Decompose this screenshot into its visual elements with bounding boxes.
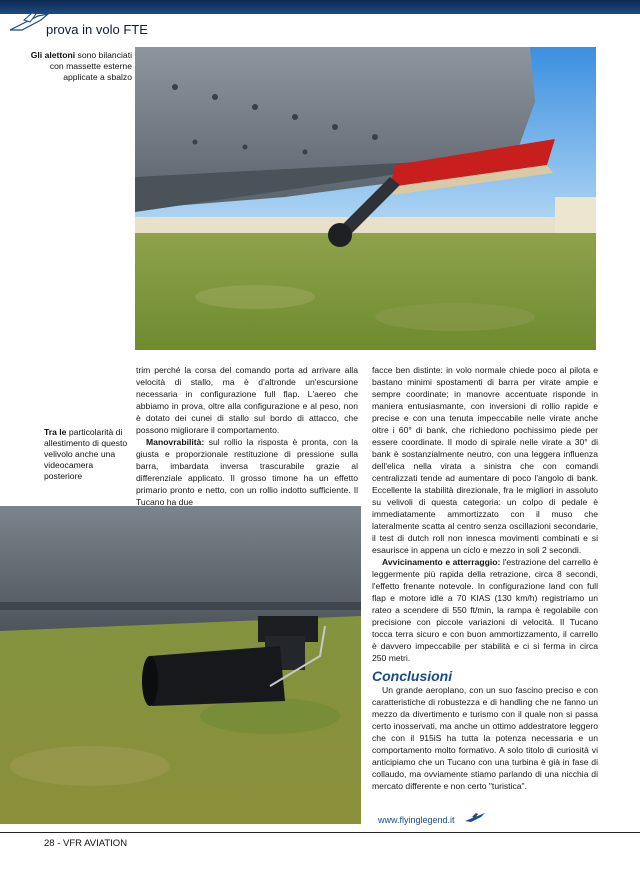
photo-rear-camera xyxy=(0,506,361,824)
plane-logo-icon xyxy=(8,10,50,36)
paragraph-conclusion: Un grande aeroplano, con un suo fascino preciso e con caratteristiche di robustezza e di handling che ne fanno un mezzo da divertimento e turismo con il quale non si passa certo inosservati, ma anche un ottimo addestratore leggero che con il 915iS ha tutta la potenza necessaria e un comportamento molto formativo. A solo titolo di curiosità vi anticipiamo che un Tucano con una turbina è già in fase di collaudo, ma ovviamente stiamo parlando di una nicchia di mercato differente e non certo "turistica". xyxy=(372,685,598,791)
caption-ailerons xyxy=(22,50,132,83)
paragraph-atterraggio xyxy=(372,556,598,664)
header-bar xyxy=(0,0,640,14)
paragraph-manovrabilita xyxy=(136,436,358,508)
small-plane-icon xyxy=(464,812,486,824)
text-column-right xyxy=(372,364,598,792)
subheading-atterraggio: Avvicinamento e atterraggio: xyxy=(382,557,501,567)
paragraph-text: sul rollio la risposta è pronta, con la giusta e proporzionale restituzione di pressione sulla barra, imbardata inversa trascurabile grazie al differenziale applicato. Il grosso timone ha un effetto primario pronto e netto, con un rollio indotto sufficiente. Il Tucano ha due xyxy=(136,437,358,507)
caption-ailerons-bold: Gli alettoni xyxy=(30,50,76,60)
page-footer: 28 - VFR AVIATION xyxy=(44,838,128,849)
paragraph: trim perché la corsa del comando porta ad arrivare alla velocità di stallo, ma è d'altronde un'escursione necessaria in configurazione full flap. L'aereo che abbiamo in prova, oltre alla configurazione e al peso, non è dotato dei cunei di stallo sul bordo di attacco, che possono migliorare il comportamento. xyxy=(136,365,358,435)
paragraph: facce ben distinte: in volo normale chiede poco al pilota e bastano minimi spostamenti di barra per virate ampie e sempre coordinate; in manovre accentuate risponde in maniera entusiasmante, con inversioni di rollio rapide e precise e con una tenuta impeccabile nelle virate anche oltre i 60° di bank, che richiedono pochissimo piede per essere coordinate. Il modo di spirale nelle virate a 30° di bank è sostanzialmente neutro, con una leggera influenza dell'elica nella virata a sinistra che con comandi centralizzati tende ad aumentare di poco l'angolo di bank. Eccellente la stabilità direzionale, fra le migliori in assoluto su velivoli di questa categoria: un colpo di pedale è immediatamente ammortizzato con il muso che lateralmente scatta al centro senza oscillazioni secondarie, il test di dutch roll non innesca movimenti combinati e si esaurisce in appena un ciclo e mezzo in soli 2 secondi. xyxy=(372,365,598,555)
paragraph-text: l'estrazione del carrello è leggermente più rapida della retrazione, circa 8 secondi, l'effetto frenante notevole. In configurazione land con full flap e motore idle a 70 KIAS (130 km/h) registriamo un rateo a scendere di 550 ft/min, la rampa è regolabile con precisione con piccole variazioni di velocità. Il Tucano tocca terra sicuro e con buon ammortizzamento, il carrello è davvero impeccabile per stabilità e ci si ferma in circa 250 metri. xyxy=(372,557,598,663)
photo-aileron-wing xyxy=(135,47,596,350)
conclusion-heading: Conclusioni xyxy=(372,668,453,684)
caption-camera-text: particolarità di allestimento di questo velivolo anche una videocamera posteriore xyxy=(44,427,128,481)
caption-camera-bold: Tra le xyxy=(44,427,67,437)
section-title: prova in volo FTE xyxy=(46,22,148,37)
text-column-left xyxy=(136,364,358,508)
website-link[interactable]: www.flyinglegend.it xyxy=(378,815,455,825)
caption-camera xyxy=(44,427,130,482)
caption-ailerons-text: sono bilanciati con massette esterne applicate a sbalzo xyxy=(49,50,132,82)
footer-rule xyxy=(0,832,640,833)
subheading-manovrabilita: Manovrabilità: xyxy=(146,437,205,447)
